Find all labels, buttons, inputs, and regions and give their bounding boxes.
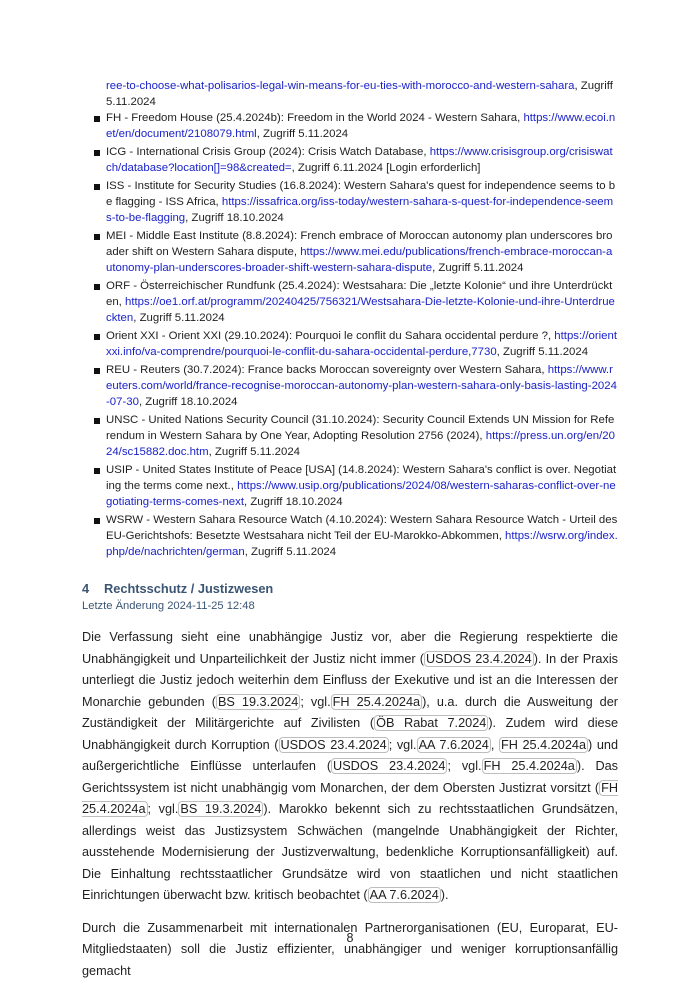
reference-continuation — [106, 78, 618, 110]
paragraph-text: ). Das Gerichtssystem ist nicht unabhängig vom Monarchen, der dem Obersten Justizrat vorsitzt ( — [82, 759, 619, 795]
reference-text: USIP - United States Institute of Peace [USA] (14.8.2024): Western Sahara's conflict is over. Negotiating the terms come next., — [106, 464, 617, 492]
square-bullet-icon — [94, 234, 100, 240]
reference-item — [82, 412, 618, 460]
paragraph-text: Die Verfassung sieht eine unabhängige Justiz vor, aber die Regierung respektierte die Unabhängigkeit und Unparteilichkeit der Justiz nicht immer ( — [82, 630, 618, 666]
reference-link[interactable]: https://www.mei.edu/publications/french-embrace-moroccan-autonomy-plan-underscores-broader-shift-western-sahara-dispute — [106, 246, 613, 274]
square-bullet-icon — [94, 368, 100, 374]
paragraph-text: ; vgl. — [147, 802, 179, 816]
reference-link[interactable]: https://www.crisisgroup.org/crisiswatch/database?location[]=98&created= — [106, 146, 613, 174]
paragraph-text: ). Marokko bekennt sich zu rechtsstaatlichen Grundsätzen, allerdings weist das Justizsystem Schwächen (mangelnde Unabhängigkeit der Richter, ausstehende Modernisierung der Justizverwaltung, bedenkliche Korruptionsanfälligkeit) auf. Die Einhaltung rechtsstaatlicher Grundsätze wird von staatlichen und nicht staatlichen Einrichtungen überwacht bzw. kritisch beobachtet ( — [82, 802, 618, 902]
reference-link[interactable]: https://www.reuters.com/world/france-recognise-moroccan-autonomy-plan-western-sahara-only-basis-lasting-2024-07-30 — [106, 364, 617, 408]
reference-text: WSRW - Western Sahara Resource Watch (4.10.2024): Western Sahara Resource Watch - Urteil des EU-Gerichtshofs: Besetzte Westsahara nicht Teil der EU-Marokko-Abkommen, — [106, 514, 618, 542]
reference-item — [82, 228, 618, 276]
reference-access-date: , Zugriff 18.10.2024 — [185, 212, 284, 224]
section-4 — [82, 580, 618, 982]
square-bullet-icon — [94, 284, 100, 290]
reference-access-date: , Zugriff 5.11.2024 — [432, 262, 524, 274]
citation-link[interactable]: USDOS 23.4.2024 — [333, 759, 446, 773]
section-heading — [82, 580, 618, 598]
square-bullet-icon — [94, 116, 100, 122]
square-bullet-icon — [94, 418, 100, 424]
page-content — [82, 78, 618, 993]
reference-link[interactable]: https://wsrw.org/index.php/de/nachrichten/german — [106, 530, 618, 558]
paragraph-text: , — [490, 737, 499, 752]
page-number: 8 — [346, 931, 354, 945]
reference-link[interactable]: https://oe1.orf.at/programm/20240425/756321/Westsahara-Die-letzte-Kolonie-und-ihre-Unterdrueckten — [106, 296, 615, 324]
reference-link[interactable]: https://www.usip.org/publications/2024/08/western-saharas-conflict-over-negotiating-terms-comes-next — [106, 480, 616, 508]
reference-link[interactable]: https://issafrica.org/iss-today/western-sahara-s-quest-for-independence-seems-to-be-flagging — [106, 196, 614, 224]
body-paragraph-2: Durch die Zusammenarbeit mit internationalen Partnerorganisationen (EU, Europarat, EU-Mitgliedstaaten) soll die Justiz effizienter, unabhängiger und weniger korruptionsanfällig gemacht — [82, 920, 618, 978]
square-bullet-icon — [94, 518, 100, 524]
paragraph-text: ). In der Praxis unterliegt die Justiz jedoch weiterhin dem Einfluss der Exekutive und ist an die Interessen der Monarchie gebunden ( — [82, 651, 618, 709]
reference-item — [82, 512, 618, 560]
citation-link[interactable]: AA 7.6.2024 — [369, 888, 439, 902]
reference-access-date: , Zugriff 5.11.2024 — [244, 546, 337, 558]
section-number: 4 — [82, 581, 90, 596]
reference-link[interactable]: https://orientxxi.info/va-comprendre/pourquoi-le-conflit-du-sahara-occidental-perdure,7730 — [106, 330, 617, 358]
reference-access-date: , Zugriff 5.11.2024 — [208, 446, 300, 458]
paragraph-text: ). — [440, 888, 449, 902]
citation-link[interactable]: USDOS 23.4.2024 — [426, 651, 532, 666]
citation-link[interactable]: USDOS 23.4.2024 — [280, 737, 387, 752]
reference-text: ICG - International Crisis Group (2024): Crisis Watch Database, — [106, 146, 430, 158]
paragraph-text: ). Zudem wird diese Unabhängigkeit durch Korruption ( — [82, 716, 618, 752]
square-bullet-icon — [94, 184, 100, 190]
paragraph-text: ; vgl. — [300, 694, 331, 709]
reference-item — [82, 328, 618, 360]
square-bullet-icon — [94, 468, 100, 474]
reference-text: Orient XXI - Orient XXI (29.10.2024): Pourquoi le conflit du Sahara occidental perdure ?, — [106, 330, 555, 342]
reference-access-date: , Zugriff 5.11.2024 — [106, 80, 613, 108]
citation-link[interactable]: BS 19.3.2024 — [180, 802, 262, 816]
reference-access-date: , Zugriff 6.11.2024 [Login erforderlich] — [291, 162, 481, 174]
square-bullet-icon — [94, 334, 100, 340]
reference-list — [82, 110, 618, 560]
citation-link[interactable]: FH 25.4.2024a — [500, 737, 586, 752]
citation-link[interactable]: ÖB Rabat 7.2024 — [376, 716, 487, 730]
paragraph-text: ; vgl. — [388, 737, 417, 752]
paragraph-text: ) und außergerichtliche Einflüsse unterlaufen ( — [82, 737, 619, 773]
reference-item — [82, 178, 618, 226]
square-bullet-icon — [94, 150, 100, 156]
reference-item — [82, 144, 618, 176]
paragraph-text: ), u.a. durch die Ausweitung der Zuständigkeit der Militärgerichte auf Zivilisten ( — [82, 694, 618, 730]
citation-link[interactable]: BS 19.3.2024 — [217, 694, 299, 709]
reference-access-date: , Zugriff 18.10.2024 — [138, 396, 238, 408]
citation-link[interactable]: AA 7.6.2024 — [418, 737, 489, 752]
reference-access-date: , Zugriff 18.10.2024 — [244, 496, 343, 508]
reference-text: ISS - Institute for Security Studies (16.8.2024): Western Sahara's quest for independence seems to be flagging - ISS Africa, — [106, 180, 616, 208]
reference-item — [82, 462, 618, 510]
section-title: Rechtsschutz / Justizwesen — [104, 581, 274, 596]
reference-link[interactable]: https://www.ecoi.net/en/document/2108079.html — [106, 112, 616, 140]
paragraph-text: ; vgl. — [447, 759, 482, 773]
reference-text: FH - Freedom House (25.4.2024b): Freedom in the World 2024 - Western Sahara, — [106, 112, 524, 124]
body-paragraph-1 — [82, 627, 618, 907]
reference-link[interactable]: https://press.un.org/en/2024/sc15882.doc.htm — [106, 430, 615, 458]
last-changed-date: Letzte Änderung 2024-11-25 12:48 — [82, 600, 255, 612]
reference-text: ORF - Österreichischer Rundfunk (25.4.2024): Westsahara: Die „letzte Kolonie“ und ihre Unterdrückten, — [106, 280, 613, 308]
reference-item — [82, 362, 618, 410]
reference-link[interactable]: ree-to-choose-what-polisarios-legal-win-means-for-eu-ties-with-morocco-and-western-sahara — [106, 80, 575, 92]
reference-item — [82, 278, 618, 326]
citation-link[interactable]: FH 25.4.2024a — [483, 759, 575, 773]
reference-access-date: , Zugriff 5.11.2024 — [133, 312, 225, 324]
reference-text: REU - Reuters (30.7.2024): France backs Moroccan sovereignty over Western Sahara, — [106, 364, 548, 376]
citation-link[interactable]: FH 25.4.2024a — [332, 694, 421, 709]
citation-link[interactable]: FH 25.4.2024a — [82, 780, 618, 816]
reference-text: MEI - Middle East Institute (8.8.2024): French embrace of Moroccan autonomy plan underscores broader shift on Western Sahara dispute, — [106, 230, 613, 258]
reference-text: UNSC - United Nations Security Council (31.10.2024): Security Council Extends UN Mission for Referendum in Western Sahara by One Year, Adopting Resolution 2756 (2024), — [106, 414, 615, 442]
reference-access-date: , Zugriff 5.11.2024 — [256, 128, 349, 140]
reference-access-date: , Zugriff 5.11.2024 — [496, 346, 589, 358]
reference-item — [82, 110, 618, 142]
